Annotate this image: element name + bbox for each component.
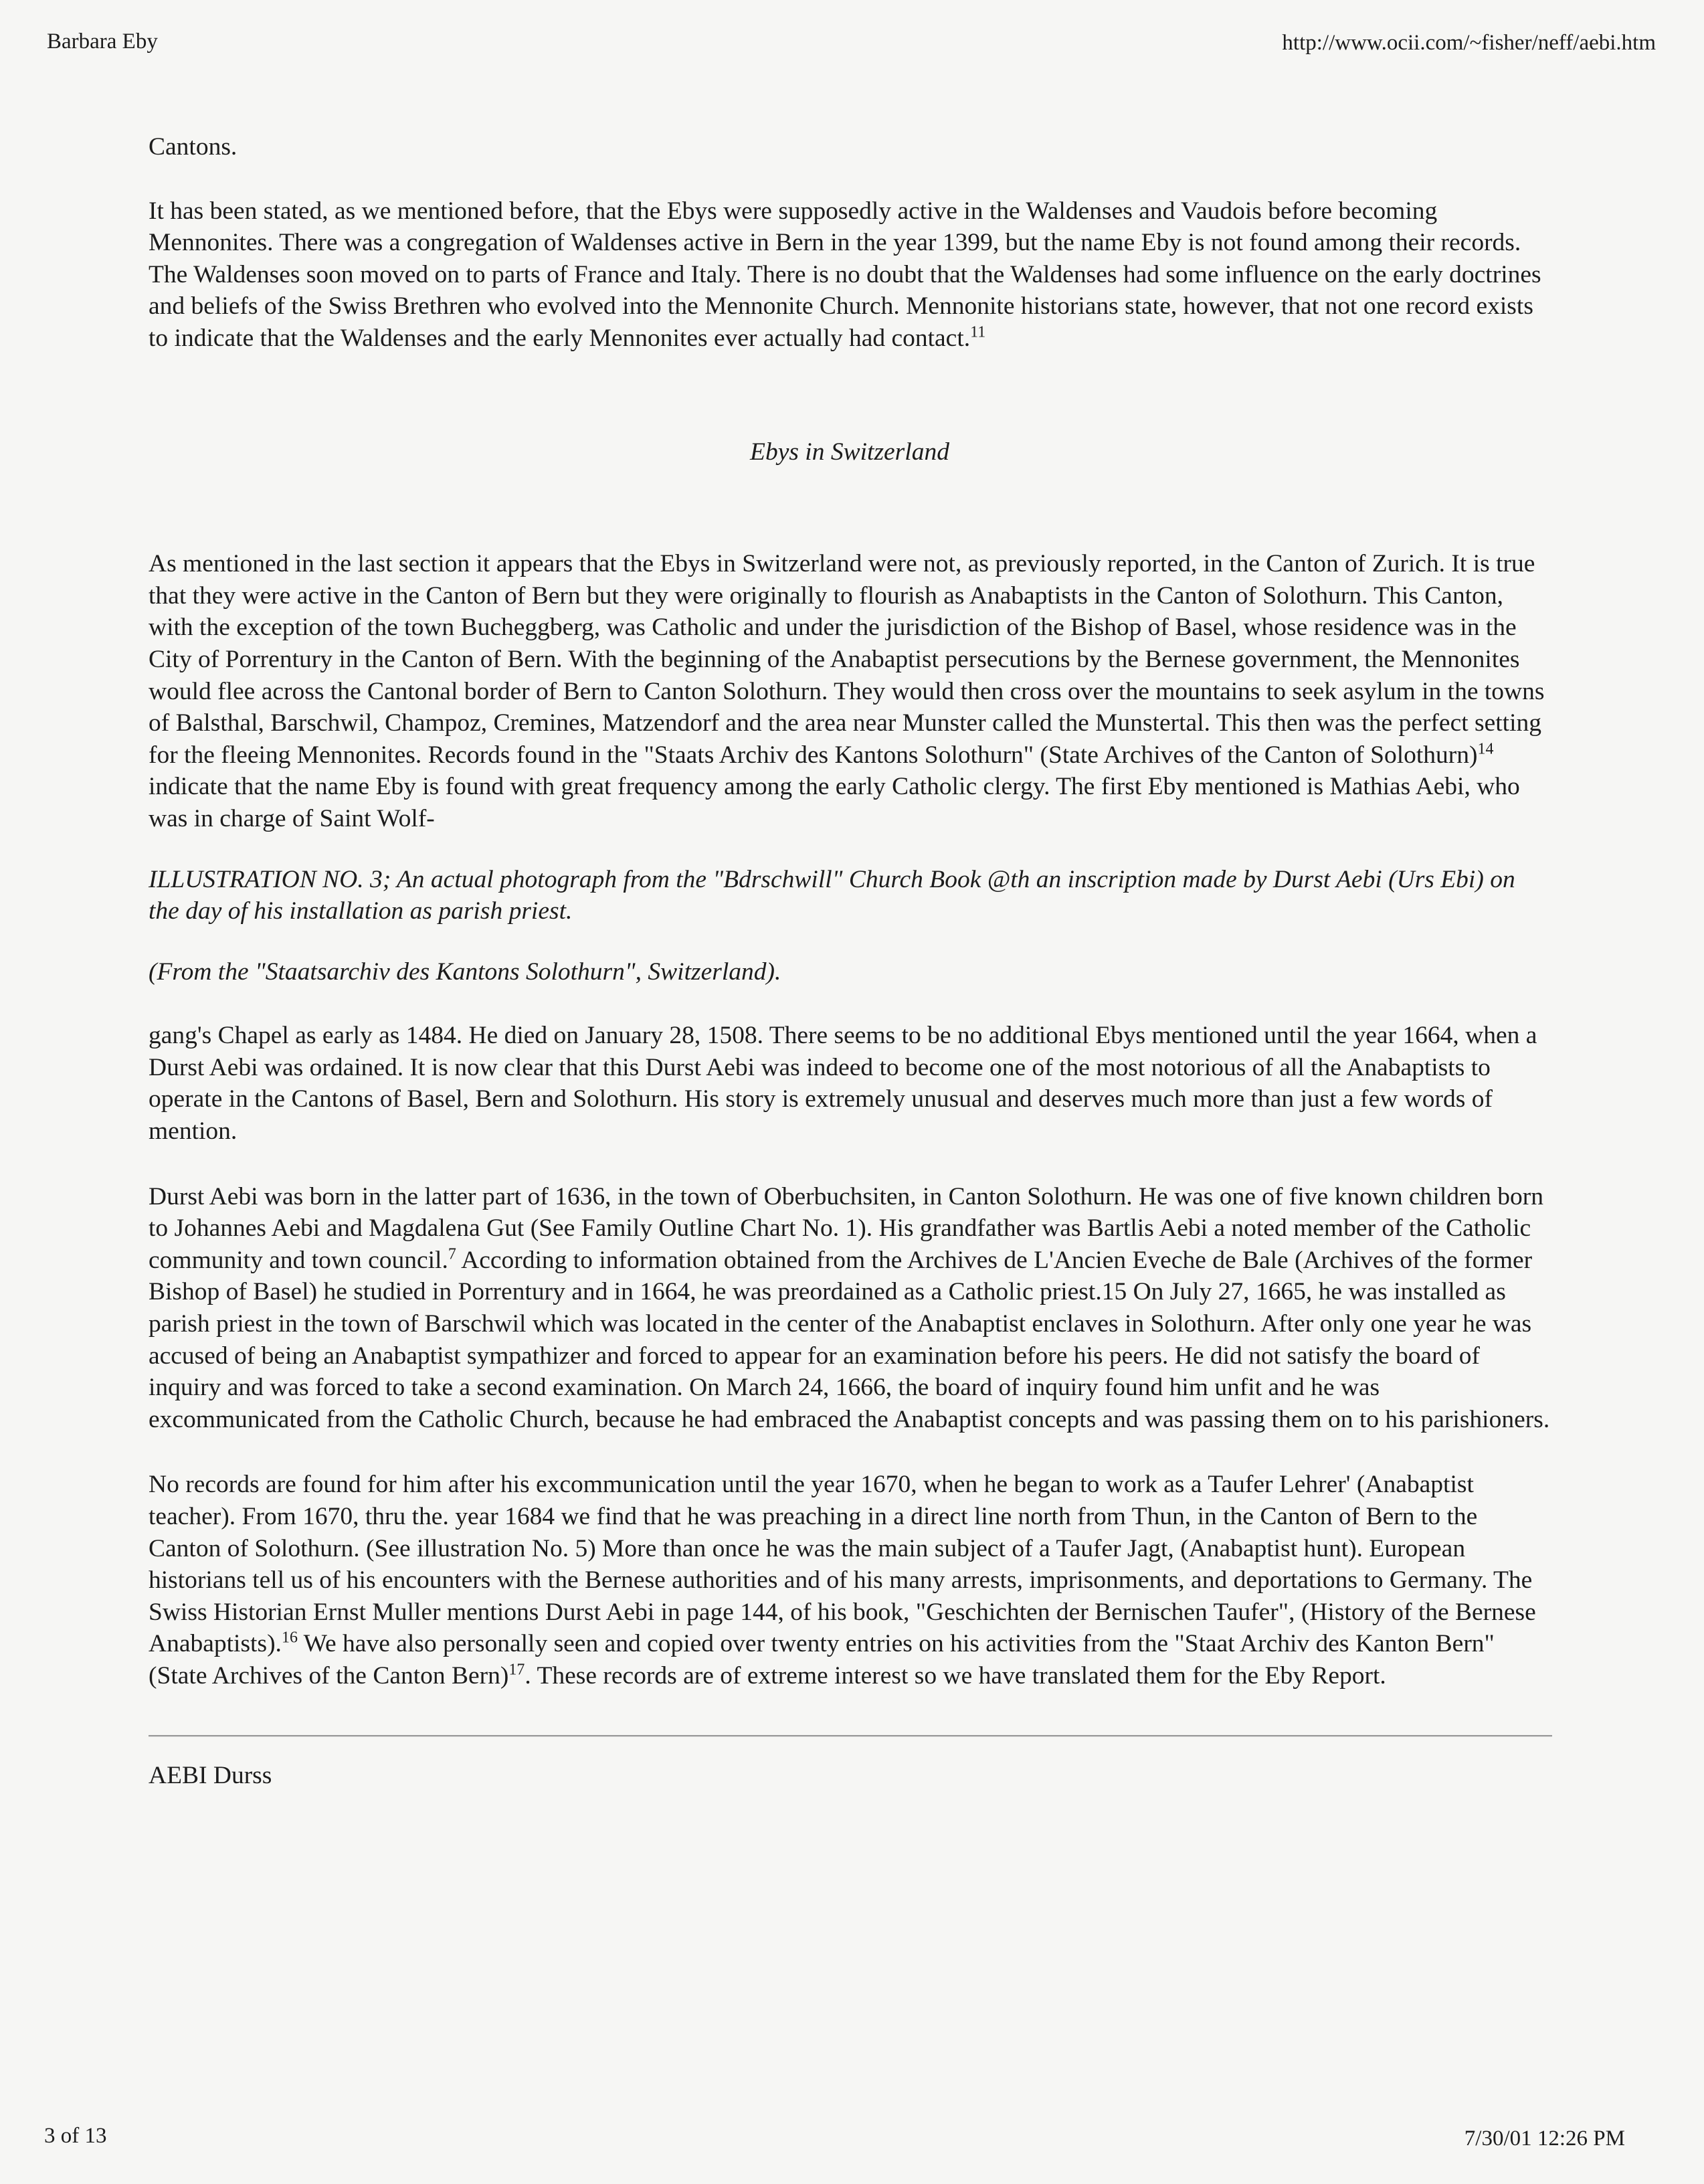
paragraph-text: According to information obtained from the Archives de L'Ancien Eveche de Bale (Archives of the former Bishop of Basel) he studied in Porrentury and in 1664, he was preordained as a Catholic priest.15 On July 27, 1665, he was installed as parish priest in the town of Barschwil which was located in the center of the Anabaptist enclaves in Solothurn. After only one year he was accused of being an Anabaptist sympathizer and forced to appear for an examination before his peers. He did not satisfy the board of inquiry and was forced to take a second examination. On March 24, 1666, the board of inquiry found him unfit and he was excommunicated from the Catholic Church, because he had embraced the Anabaptist concepts and was passing them on to his parishioners. xyxy=(149,1246,1550,1433)
section-heading: Ebys in Switzerland xyxy=(750,438,949,466)
illustration-caption: ILLUSTRATION NO. 3; An actual photograph from the "Bdrschwill" Church Book @th an inscription made by Durst Aebi (Urs Ebi) on the day of his installation as parish priest. xyxy=(149,865,1515,925)
paragraph-text: No records are found for him after his excommunication until the year 1670, when he began to work as a Taufer Lehrer' (Anabaptist teacher). From 1670, thru the. year 1684 we find that he was preaching in a direct line north from Thun, in the Canton of Bern to the Canton of Solothurn. (See illustration No. 5) More than once he was the main subject of a Taufer Jagt, (Anabaptist hunt). European historians tell us of his encounters with the Bernese authorities and of his many arrests, imprisonments, and deportations to Germany. The Swiss Historian Ernst Muller mentions Durst Aebi in page 144, of his book, "Geschichten der Bernischen Taufer", (History of the Bernese Anabaptists). xyxy=(149,1471,1536,1658)
footnote-ref: 17 xyxy=(508,1661,525,1679)
footnote-ref: 7 xyxy=(448,1245,456,1263)
bottom-label: AEBI Durss xyxy=(149,1761,272,1789)
paragraph-text: It has been stated, as we mentioned before, that the Ebys were supposedly active in the Waldenses and Vaudois before becoming Mennonites. There was a congregation of Waldenses active in Bern in the year 1399, but the name Eby is not found among their records. The Waldenses soon moved on to parts of France and Italy. There is no doubt that the Waldenses had some influence on the early doctrines and beliefs of the Swiss Brethren who evolved into the Mennonite Church. Mennonite historians state, however, that not one record exists to indicate that the Waldenses and the early Mennonites ever actually had contact. xyxy=(149,197,1541,352)
paragraph-text: indicate that the name Eby is found with great frequency among the early Catholic clergy. The first Eby mentioned is Mathias Aebi, who was in charge of Saint Wolf- xyxy=(149,773,1520,832)
paragraph-waldenses xyxy=(149,195,1551,355)
header-url: http://www.ocii.com/~fisher/neff/aebi.htm xyxy=(1282,31,1656,55)
paragraph-text: gang's Chapel as early as 1484. He died on January 28, 1508. There seems to be no additional Ebys mentioned until the year 1664, when a Durst Aebi was ordained. It is now clear that this Durst Aebi was indeed to become one of the most notorious of all the Anabaptists to operate in the Cantons of Basel, Bern and Solothurn. His story is extremely unusual and deserves much more than just a few words of mention. xyxy=(149,1022,1537,1146)
paragraph-switzerland xyxy=(149,548,1551,834)
paragraph-text: We have also personally seen and copied over twenty entries on his activities from the "Staat Archiv des Kanton Bern" (State Archives of the Canton Bern) xyxy=(149,1630,1495,1690)
paragraph-text: . These records are of extreme interest so we have translated them for the Eby Report. xyxy=(525,1661,1386,1690)
footnote-ref: 11 xyxy=(970,323,986,341)
paragraph-durst-born xyxy=(149,1181,1551,1436)
print-timestamp: 7/30/01 12:26 PM xyxy=(1464,2126,1625,2151)
paragraph-excommunication xyxy=(149,1469,1551,1692)
paragraph-chapel xyxy=(149,1020,1551,1147)
paragraph-text: Cantons. xyxy=(149,133,238,161)
paragraph-text: As mentioned in the last section it appears that the Ebys in Switzerland were not, as previously reported, in the Canton of Zurich. It is true that they were active in the Canton of Bern but they were originally to flourish as Anabaptists in the Canton of Solothurn. This Canton, with the exception of the town Bucheggberg, was Catholic and under the jurisdiction of the Bishop of Basel, whose residence was in the City of Porrentury in the Canton of Bern. With the beginning of the Anabaptist persecutions by the Bernese government, the Mennonites would flee across the Cantonal border of Bern to Canton Solothurn. They would then cross over the mountains to seek asylum in the towns of Balsthal, Barschwil, Champoz, Cremines, Matzendorf and the area near Munster called the Munstertal. This then was the perfect setting for the fleeing Mennonites. Records found in the "Staats Archiv des Kantons Solothurn" (State Archives of the Canton of Solothurn) xyxy=(149,550,1545,769)
header-page-title: Barbara Eby xyxy=(47,29,158,54)
page-counter: 3 of 13 xyxy=(44,2124,107,2148)
paragraph-text: Durst Aebi was born in the latter part of 1636, in the town of Oberbuchsiten, in Canton Solothurn. He was one of five known children born to Johannes Aebi and Magdalena Gut (See Family Outline Chart No. 1). His grandfather was Bartlis Aebi a noted member of the Catholic community and town council. xyxy=(149,1182,1544,1274)
footnote-ref: 16 xyxy=(281,1629,298,1647)
illustration-source: (From the "Staatsarchiv des Kantons Solothurn", Switzerland). xyxy=(149,958,781,986)
horizontal-divider xyxy=(149,1735,1552,1737)
article-body xyxy=(149,131,1551,1791)
footnote-ref: 14 xyxy=(1477,740,1494,758)
paragraph-cantons xyxy=(149,131,1551,163)
